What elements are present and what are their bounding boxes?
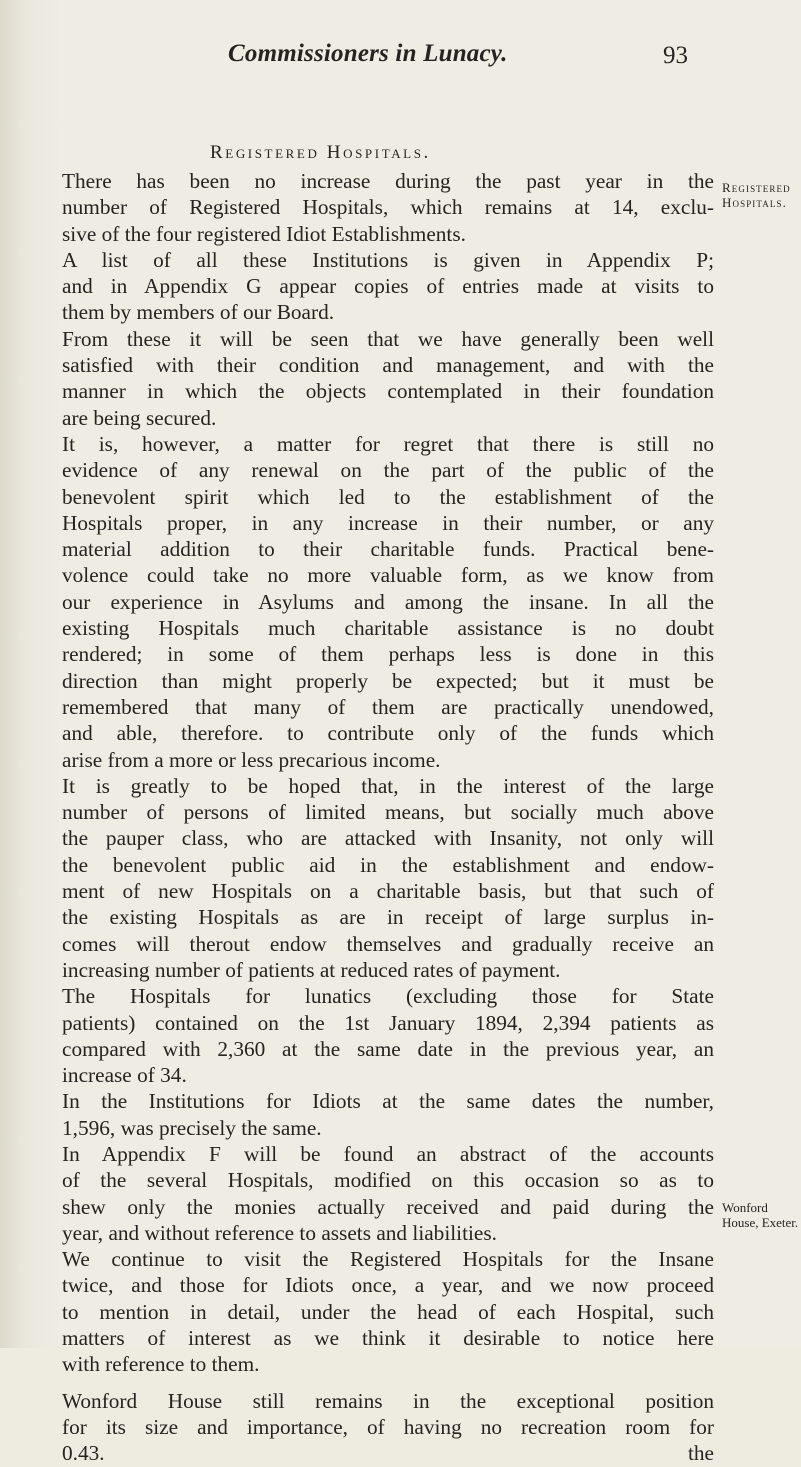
text-line: existing Hospitals much charitable assistance is no doubt <box>62 616 714 641</box>
text-line: Hospitals proper, in any increase in their number, or any <box>62 510 714 535</box>
text-line: number of persons of limited means, but socially much above <box>62 800 714 825</box>
text-line: compared with 2,360 at the same date in the previous year, an <box>62 1036 714 1061</box>
text-line: ment of new Hospitals on a charitable basis, but that such of <box>62 879 714 904</box>
text-line: of the several Hospitals, modified on this occasion so as to <box>62 1168 714 1193</box>
text-line: the <box>687 1441 714 1466</box>
text-line: It is greatly to be hoped that, in the interest of the large <box>62 773 714 798</box>
text-line: manner in which the objects contemplated in their foundation <box>62 379 714 404</box>
text-line: In the Institutions for Idiots at the same dates the number, <box>62 1089 714 1114</box>
text-line: benevolent spirit which led to the establishment of the <box>62 484 714 509</box>
text-line: material addition to their charitable funds. Practical bene- <box>62 537 714 562</box>
text-line: for its size and importance, of having no recreation room for <box>62 1414 714 1439</box>
text-line: It is, however, a matter for regret that there is still no <box>62 431 714 456</box>
text-line: number of Registered Hospitals, which remains at 14, exclu- <box>62 195 714 220</box>
text-line: A list of all these Institutions is given in Appendix P; <box>62 247 714 272</box>
page-number: 93 <box>663 42 688 69</box>
text-line: the existing Hospitals as are in receipt of large surplus in- <box>62 905 714 930</box>
running-title: Commissioners in Lunacy. <box>228 40 508 67</box>
text-line: the pauper class, who are attacked with Insanity, not only will <box>62 826 714 851</box>
text-line: and able, therefore. to contribute only of the funds which <box>62 721 714 746</box>
text-line: From these it will be seen that we have generally been well <box>62 326 714 351</box>
text-line: direction than might properly be expected; but it must be <box>62 668 714 693</box>
text-line: 1,596, was precisely the same. <box>62 1115 322 1140</box>
text-line: twice, and those for Idiots once, a year, and we now proceed <box>62 1273 714 1298</box>
text-line: the benevolent public aid in the establishment and endow- <box>62 852 714 877</box>
text-line: Wonford House still remains in the exceptional position <box>62 1388 714 1413</box>
text-line: comes will therout endow themselves and gradually receive an <box>62 931 714 956</box>
text-line: There has been no increase during the past year in the <box>62 169 714 193</box>
page-header <box>228 40 688 80</box>
text-line: arise from a more or less precarious income. <box>62 747 441 772</box>
text-line: sive of the four registered Idiot Establishments. <box>62 221 466 246</box>
text-line: matters of interest as we think it desirable to notice here <box>62 1326 714 1351</box>
margin-note-wonford <box>722 1200 798 1230</box>
text-line: evidence of any renewal on the part of the public of the <box>62 458 714 483</box>
text-line: 0.43. <box>62 1441 105 1466</box>
text-line: shew only the monies actually received and paid during the <box>62 1194 714 1219</box>
text-line: patients) contained on the 1st January 1894, 2,394 patients as <box>62 1010 714 1035</box>
text-line: increasing number of patients at reduced rates of payment. <box>62 957 561 982</box>
section-heading: Registered Hospitals. <box>210 142 431 163</box>
margin-note-line: Registered <box>722 180 791 195</box>
text-line: with reference to them. <box>62 1352 260 1377</box>
text-line: The Hospitals for lunatics (excluding those for State <box>62 984 714 1009</box>
text-line: and in Appendix G appear copies of entries made at visits to <box>62 274 714 299</box>
text-line: our experience in Asylums and among the insane. In all the <box>62 589 714 614</box>
margin-note-line: House, Exeter. <box>722 1215 799 1230</box>
margin-note-line: Hospitals. <box>722 195 787 210</box>
text-line: remembered that many of them are practically unendowed, <box>62 694 714 719</box>
margin-note-line: Wonford <box>722 1200 768 1215</box>
text-line: satisfied with their condition and management, and with the <box>62 353 714 378</box>
text-line: them by members of our Board. <box>62 300 335 325</box>
text-line: volence could take no more valuable form, as we know from <box>62 563 714 588</box>
text-line: We continue to visit the Registered Hospitals for the Insane <box>62 1247 714 1272</box>
body-text <box>62 168 714 1467</box>
text-line: In Appendix F will be found an abstract of the accounts <box>62 1141 714 1166</box>
margin-note-registered-hospitals <box>722 180 791 210</box>
text-line: increase of 34. <box>62 1063 187 1088</box>
text-line: are being secured. <box>62 405 217 430</box>
text-line: year, and without reference to assets and liabilities. <box>62 1220 497 1245</box>
text-line: to mention in detail, under the head of each Hospital, such <box>62 1299 714 1324</box>
text-line: rendered; in some of them perhaps less is done in this <box>62 642 714 667</box>
